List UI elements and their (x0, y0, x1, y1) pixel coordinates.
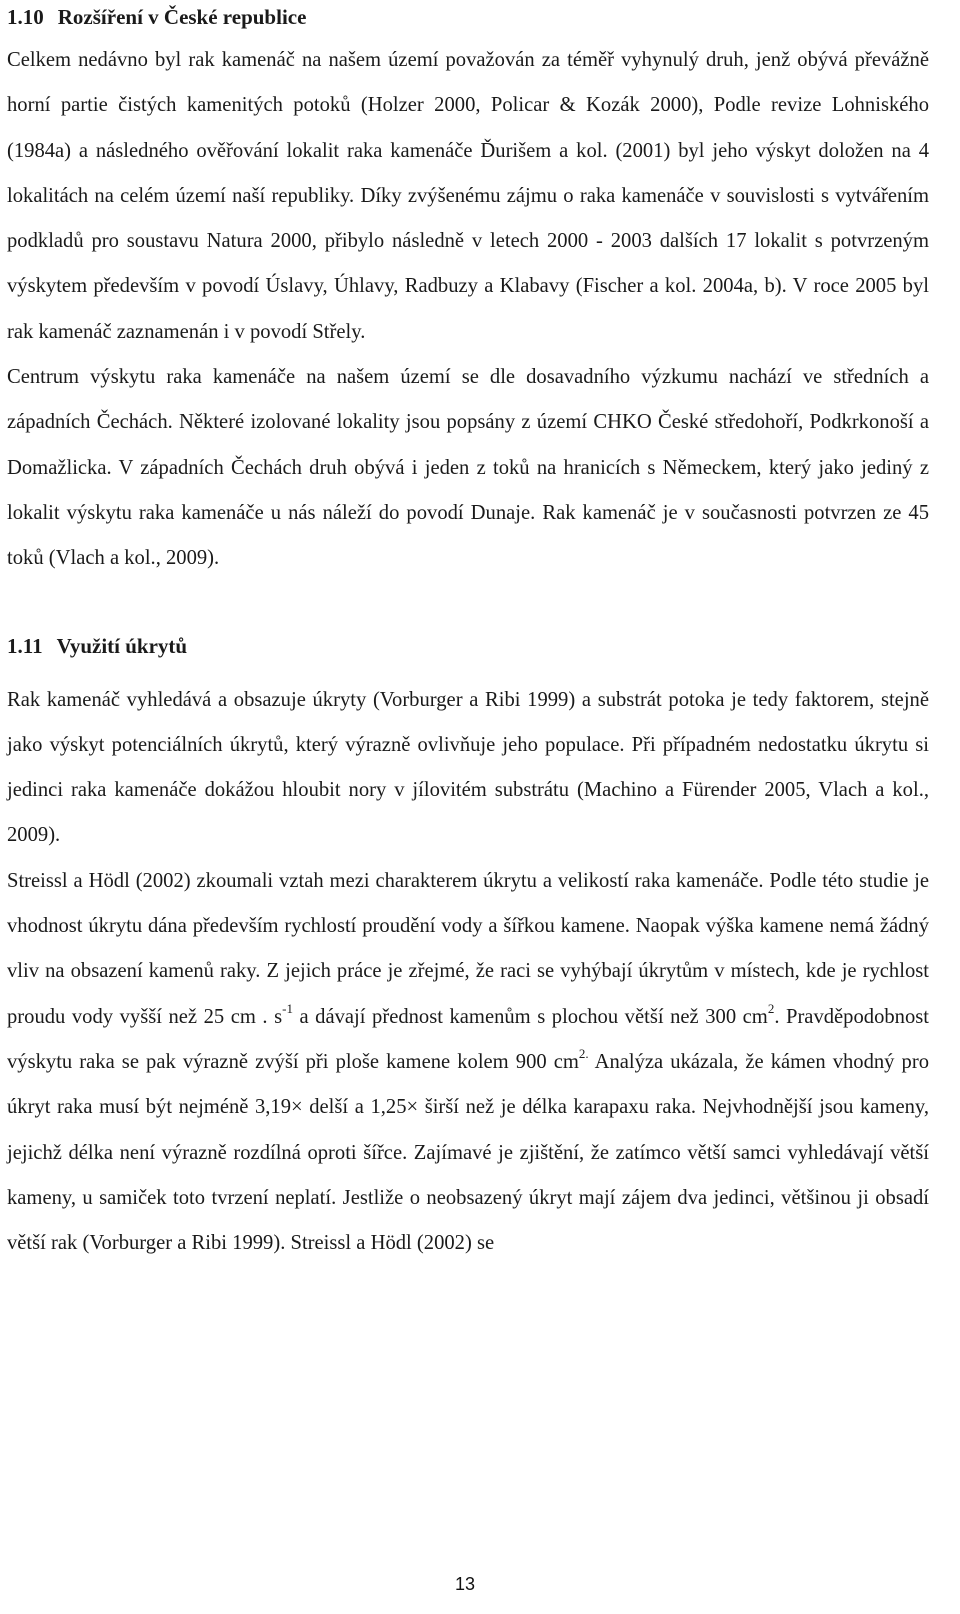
superscript: 2. (578, 1046, 589, 1062)
page-number: 13 (454, 1574, 476, 1594)
superscript: -1 (282, 1000, 293, 1016)
paragraph-text: . Pravděpodobnost výskytu raka se pak výrazně zvýší při ploše kamene kolem 900 cm (7, 1005, 929, 1073)
section-number: 1.11 (7, 633, 43, 658)
paragraph-text: Analýza ukázala, že kámen vhodný pro úkryt raka musí být nejméně 3,19× delší a 1,25× širší než je délka karapaxu raka. Nejvhodnější jsou kameny, jejichž délka není výrazně rozdílná oproti šířce. Zajímavé je zjištění, že zatímco větší samci vyhledávají větší kameny, u samiček toto tvrzení neplatí. Jestliže o neobsazený úkryt mají zájem dva jedinci, většinou ji obsadí větší rak (Vorburger a Ribi 1999). Streissl a Hödl (2002) se (7, 1050, 929, 1255)
paragraph-distribution-center: Centrum výskytu raka kamenáče na našem území se dle dosavadního výzkumu nachází ve středních a západních Čechách. Některé izolované lokality jsou popsány z území CHKO České středohoří, Podkrkonoší a Domažlicka. V západních Čechách druh obývá i jeden z toků na hranicích s Německem, který jako jediný z lokalit výskytu raka kamenáče u nás náleží do povodí Dunaje. Rak kamenáč je v současnosti potvrzen ze 45 toků (Vlach a kol., 2009). (7, 366, 929, 570)
section-heading-rozsireni (7, 0, 929, 34)
paragraph-shelter-study (7, 859, 929, 1267)
section-heading-vyuziti-ukrytu (7, 626, 929, 666)
paragraph-distribution-history: Celkem nedávno byl rak kamenáč na našem území považován za téměř vyhynulý druh, jenž obývá převážně horní partie čistých kamenitých potoků (Holzer 2000, Policar & Kozák 2000), Podle revize Lohniského (1984a) a následného ověřování lokalit raka kamenáče Ďurišem a kol. (2001) byl jeho výskyt doložen na 4 lokalitách na celém území naší republiky. Díky zvýšenému zájmu o raka kamenáče v souvislosti s vytvářením podkladů pro soustavu Natura 2000, přibylo následně v letech 2000 - 2003 dalších 17 lokalit s potvrzeným výskytem především v povodí Úslavy, Úhlavy, Radbuzy a Klabavy (Fischer a kol. 2004a, b). V roce 2005 byl rak kamenáč zaznamenán i v povodí Střely. (7, 49, 929, 343)
document-page (7, 0, 929, 1266)
paragraph-shelter-use: Rak kamenáč vyhledává a obsazuje úkryty (Vorburger a Ribi 1999) a substrát potoka je tedy faktorem, stejně jako výskyt potenciálních úkrytů, který výrazně ovlivňuje jeho populace. Při případném nedostatku úkrytu si jedinci raka kamenáče dokážou hloubit nory v jílovitém substrátu (Machino a Fürender 2005, Vlach a kol., 2009). (7, 688, 929, 847)
superscript: 2 (767, 1000, 775, 1016)
paragraph-text: a dávají přednost kamenům s plochou větší než 300 cm (292, 1005, 768, 1028)
section-title: Rozšíření v České republice (57, 5, 307, 29)
paragraph-text: Streissl a Hödl (2002) zkoumali vztah mezi charakterem úkrytu a velikostí raka kamenáče. Podle této studie je vhodnost úkrytu dána především rychlostí proudění vody a šířkou kamene. Naopak výška kamene nemá žádný vliv na obsazení kamenů raky. Z jejich práce je zřejmé, že raci se vyhýbají úkrytům v místech, kde je rychlost proudu vody vyšší než 25 cm . s (7, 869, 929, 1028)
section-title: Využití úkrytů (56, 633, 188, 658)
section-number: 1.10 (7, 5, 44, 29)
